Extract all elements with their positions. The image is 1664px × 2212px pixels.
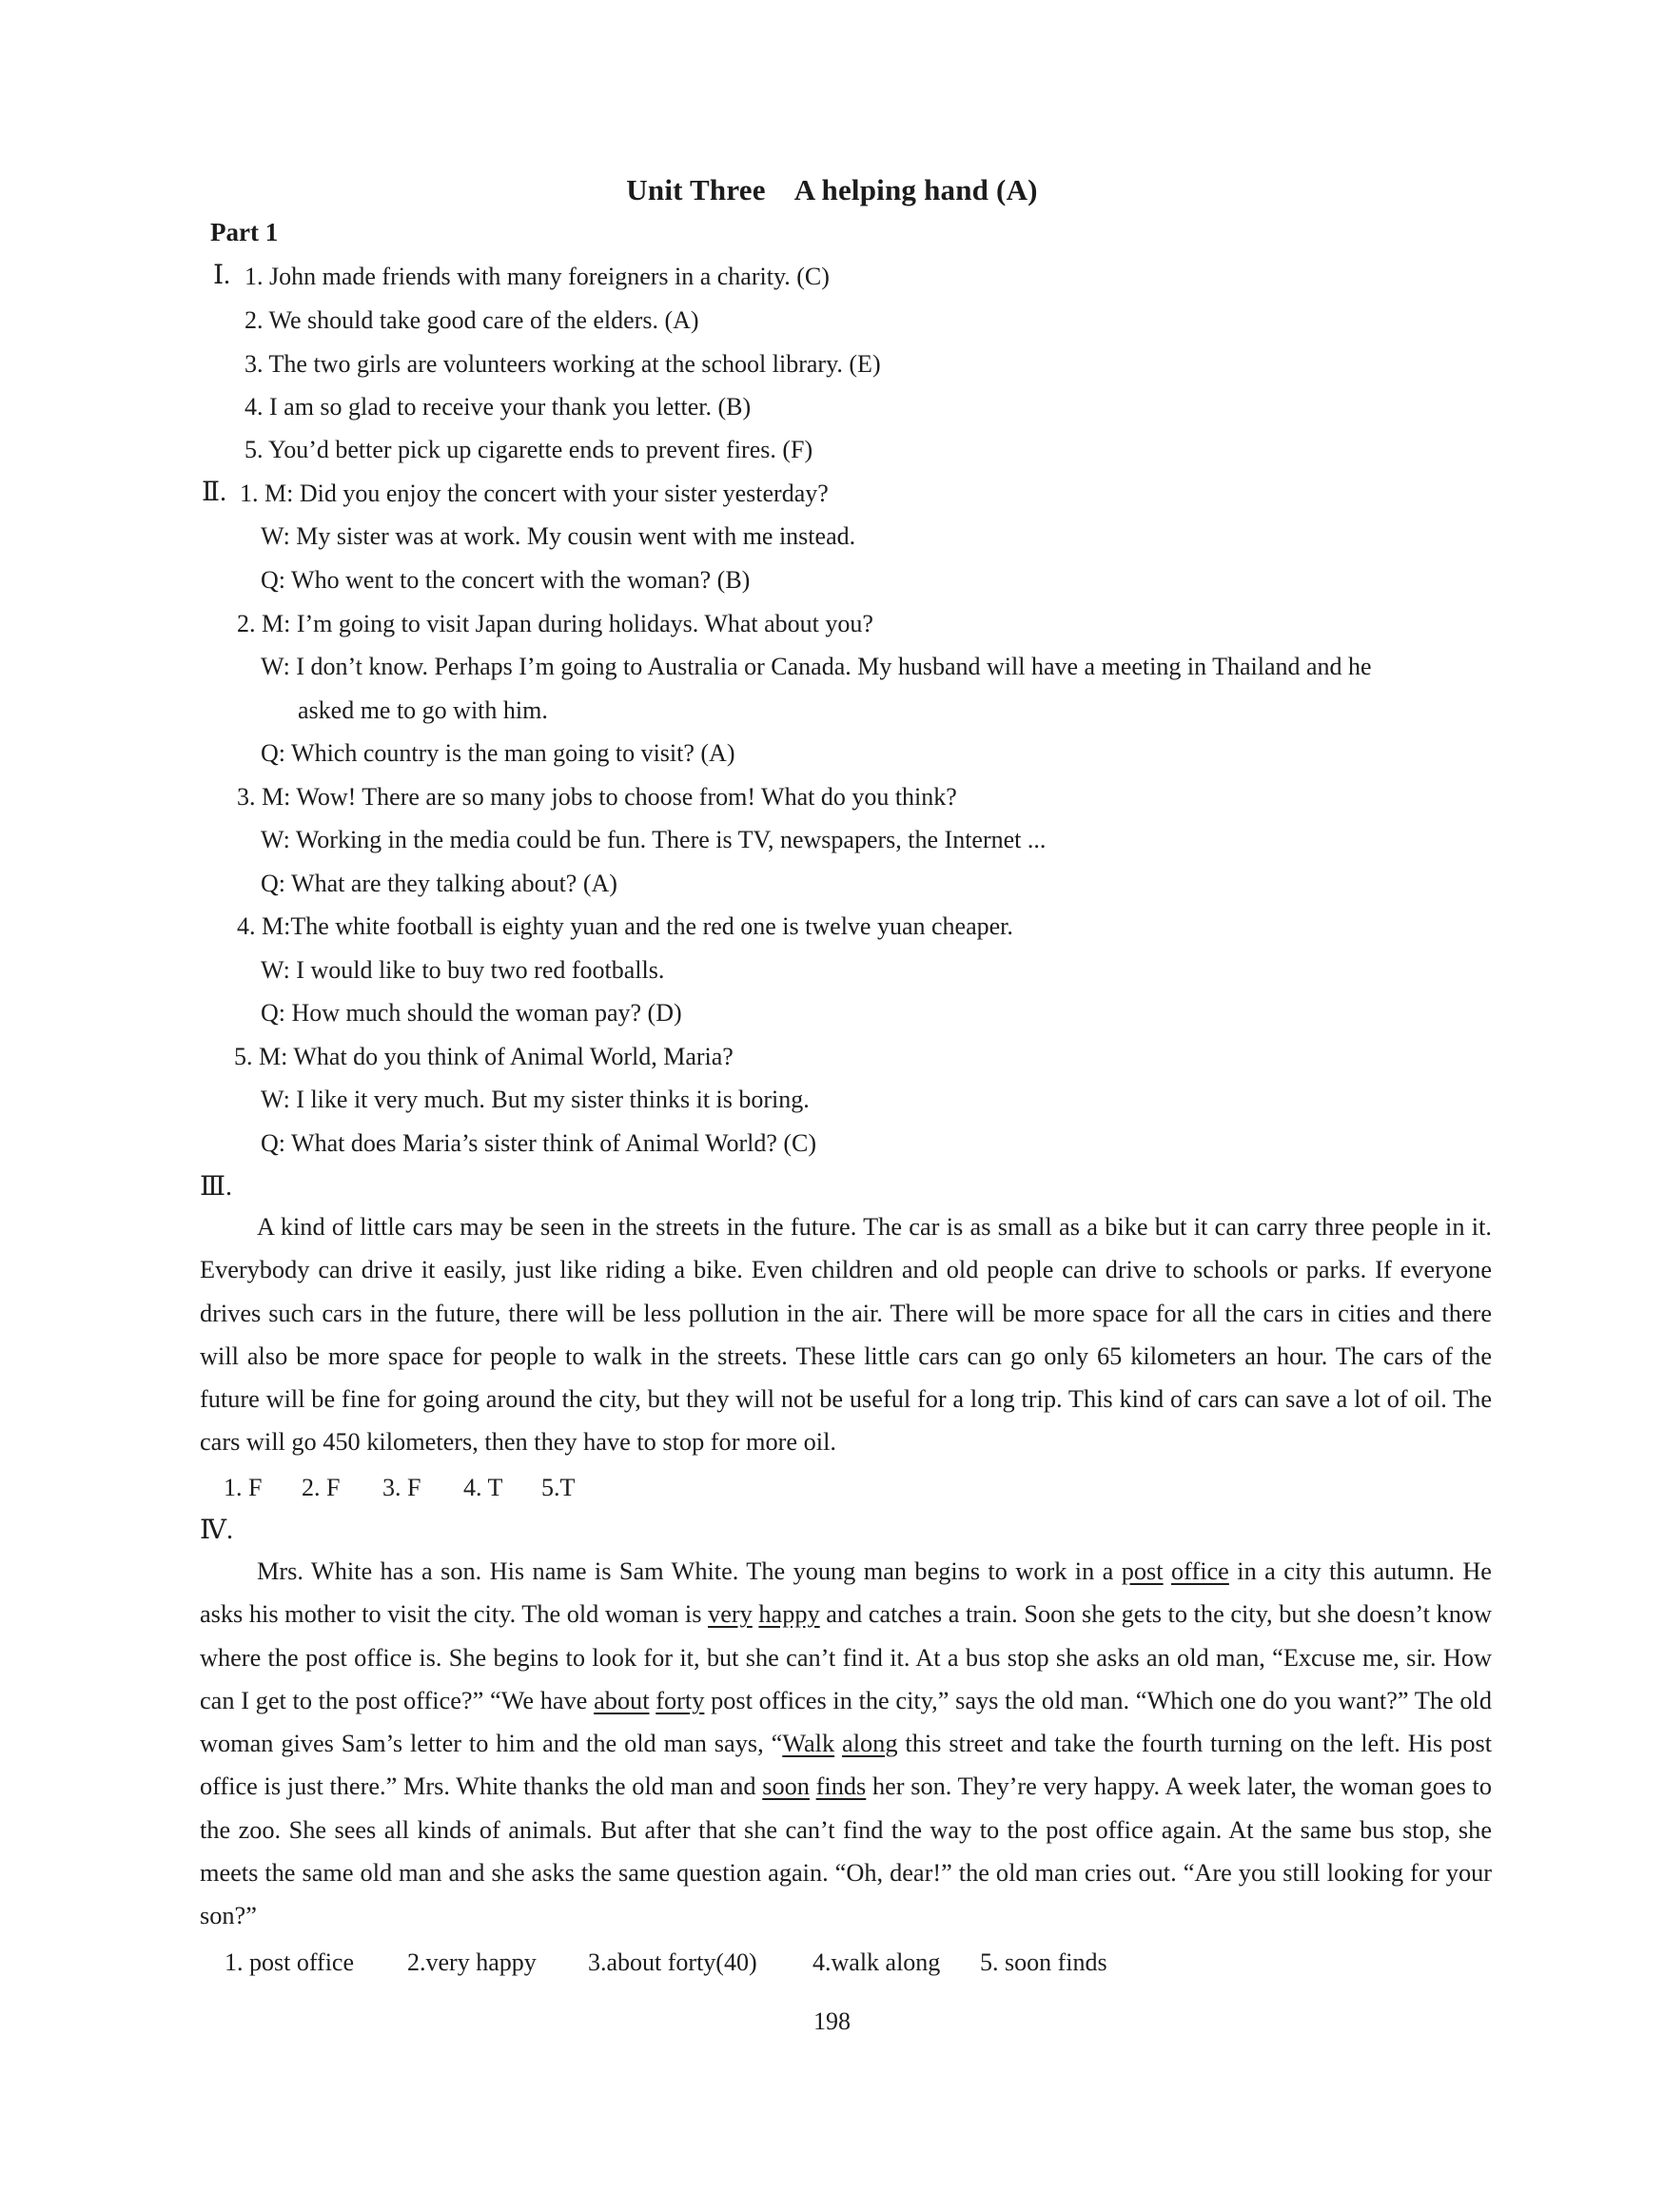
dialog3-question: Q: What are they talking about? (A)	[261, 870, 617, 897]
dialog5-man: 5. M: What do you think of Animal World, Maria?	[234, 1043, 734, 1070]
underline-along: along	[842, 1730, 898, 1758]
section3-answer-5: 5.T	[541, 1474, 576, 1501]
underline-very: very	[708, 1600, 753, 1629]
underline-finds: finds	[815, 1772, 867, 1801]
section2-numeral: Ⅱ.	[202, 478, 227, 507]
part-label: Part 1	[210, 218, 279, 246]
section3-passage: A kind of little cars may be seen in the streets in the future. The car is as small as a bike but it can carry three people in it. Everybody can drive it easily, just like riding a bike. Even children and old people can drive to schools or parks. If everyone drives such cars in the future, there will be less pollution in the air. There will be more space for all the cars in cities and there will also be more space for people to walk in the streets. These little cars can go only 65 kilometers an hour. The cars of the future will be fine for going around the city, but they will not be useful for a long trip. This kind of cars can save a lot of oil. The cars will go 450 kilometers, then they have to stop for more oil.	[200, 1213, 1492, 1457]
dialog4-man: 4. M:The white football is eighty yuan and the red one is twelve yuan cheaper.	[237, 912, 1013, 940]
dialog1-man: 1. M: Did you enjoy the concert with your sister yesterday?	[240, 480, 829, 507]
underline-soon: soon	[762, 1772, 810, 1801]
section3-answer-2: 2. F	[302, 1474, 341, 1501]
section1-item-5: 5. You’d better pick up cigarette ends to prevent fires. (F)	[245, 436, 813, 463]
underline-happy: happy	[758, 1600, 820, 1629]
section3-answers	[224, 1473, 575, 1503]
dialog2-woman-line1: W: I don’t know. Perhaps I’m going to Australia or Canada. My husband will have a meeting in Thailand and he	[261, 653, 1372, 680]
section4-answers	[225, 1948, 1107, 1978]
underline-post: post	[1121, 1557, 1164, 1585]
section1-item-2: 2. We should take good care of the elders. (A)	[245, 306, 699, 334]
dialog4-woman: W: I would like to buy two red footballs.	[261, 956, 665, 984]
section3-numeral: Ⅲ.	[200, 1172, 233, 1202]
page-number: 198	[813, 2007, 851, 2035]
section4-answer-3: 3.about forty(40)	[588, 1948, 757, 1976]
section4-answer-2: 2.very happy	[407, 1948, 537, 1976]
page-title	[0, 173, 1664, 207]
underline-walk: Walk	[782, 1730, 835, 1758]
section4-passage: Mrs. White has a son. His name is Sam White. The young man begins to work in a post office in a city this autumn. He asks his mother to visit the city. The old woman is very happy and catches a train. Soon she gets to the city, but she doesn’t know where the post office is. She begins to look for it, but she can’t find it. At a bus stop she asks an old man, “Excuse me, sir. How can I get to the post office?” “We have about forty post offices in the city,” says the old man. “Which one do you want?” The old woman gives Sam’s letter to him and the old man says, “Walk along this street and take the fourth turning on the left. His post office is just there.” Mrs. White thanks the old man and soon finds her son. They’re very happy. A week later, the woman goes to the zoo. She sees all kinds of animals. But after that she can’t find the way to the post office again. At the same bus stop, she meets the same old man and she asks the same question again. “Oh, dear!” the old man cries out. “Are you still looking for your son?”	[200, 1557, 1493, 1930]
section1-item-3: 3. The two girls are volunteers working at the school library. (E)	[245, 350, 881, 378]
section4-answer-4: 4.walk along	[812, 1948, 941, 1976]
underline-office: office	[1171, 1557, 1229, 1585]
dialog2-woman-line2: asked me to go with him.	[298, 696, 548, 724]
section3-answer-4: 4. T	[463, 1474, 503, 1501]
section4-answer-5: 5. soon finds	[980, 1948, 1107, 1976]
underline-about: about	[594, 1686, 650, 1714]
title-topic: A helping hand (A)	[793, 173, 1038, 206]
section3-answer-1: 1. F	[224, 1474, 263, 1501]
section1-item-1: 1. John made friends with many foreigners in a charity. (C)	[245, 263, 830, 290]
section4-answer-1: 1. post office	[225, 1948, 354, 1976]
dialog3-man: 3. M: Wow! There are so many jobs to choose from! What do you think?	[237, 783, 957, 811]
section1-numeral: Ⅰ.	[213, 261, 231, 290]
dialog1-question: Q: Who went to the concert with the woman? (B)	[261, 566, 751, 594]
title-unit: Unit Three	[626, 173, 766, 206]
dialog2-man: 2. M: I’m going to visit Japan during holidays. What about you?	[237, 610, 873, 637]
dialog4-question: Q: How much should the woman pay? (D)	[261, 999, 682, 1027]
dialog1-woman: W: My sister was at work. My cousin went with me instead.	[261, 522, 856, 550]
dialog5-woman: W: I like it very much. But my sister thinks it is boring.	[261, 1086, 810, 1113]
dialog3-woman: W: Working in the media could be fun. There is TV, newspapers, the Internet ...	[261, 826, 1047, 853]
underline-forty: forty	[656, 1686, 705, 1714]
section3-answer-3: 3. F	[382, 1474, 421, 1501]
section4-numeral: Ⅳ.	[200, 1516, 233, 1545]
dialog5-question: Q: What does Maria’s sister think of Animal World? (C)	[261, 1129, 817, 1157]
dialog2-question: Q: Which country is the man going to visit? (A)	[261, 739, 735, 767]
section1-item-4: 4. I am so glad to receive your thank you letter. (B)	[245, 393, 752, 421]
